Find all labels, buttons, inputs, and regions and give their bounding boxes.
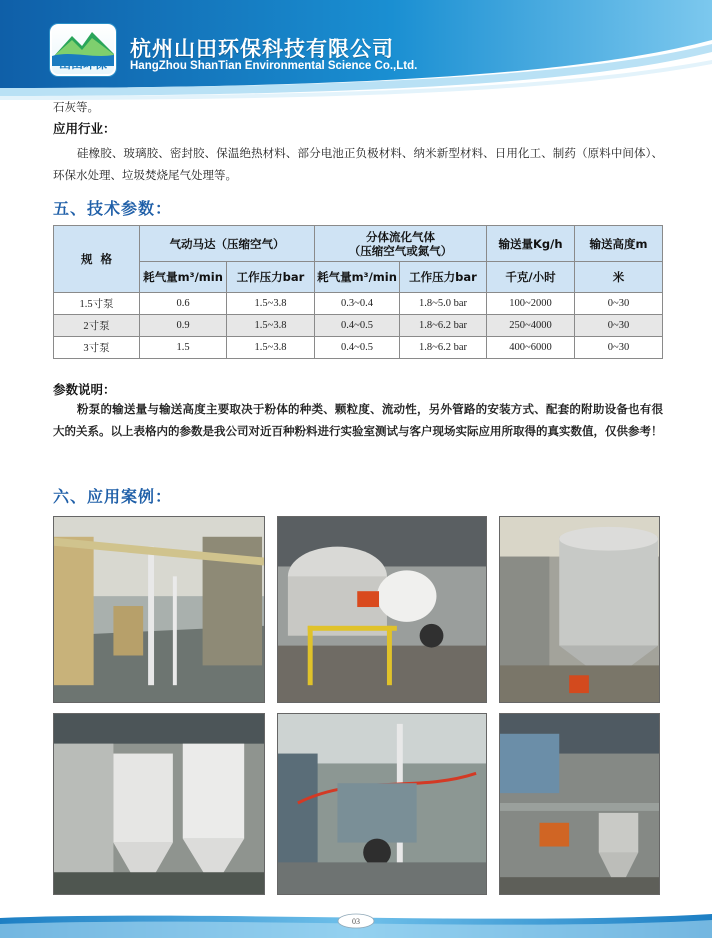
col-capacity: 输送量Kg/h xyxy=(487,226,575,262)
table-cell: 1.5~3.8 xyxy=(227,315,315,337)
table-cell: 0.4~0.5 xyxy=(315,337,400,359)
pump-station-image xyxy=(278,714,486,894)
platform-equipment-image xyxy=(500,714,659,894)
company-logo xyxy=(50,24,116,76)
industry-text: 硅橡胶、玻璃胶、密封胶、保温绝热材料、部分电池正负极材料、纳米新型材料、日用化工、制药（原料中间体）、环保水处理、垃圾焚烧尾气处理等。 xyxy=(53,146,663,182)
col-air-consumption: 耗气量m³/min xyxy=(140,262,227,293)
col-height: 输送高度m xyxy=(575,226,663,262)
factory-interior-image xyxy=(54,517,264,702)
table-cell: 0.6 xyxy=(140,293,227,315)
logo-text: 山田环保 xyxy=(58,57,107,71)
section-title-cases: 六、应用案例： xyxy=(53,487,173,506)
table-cell: 1.5~3.8 xyxy=(227,293,315,315)
table-cell: 2寸泵 xyxy=(54,315,140,337)
case-photo-6 xyxy=(499,713,660,895)
col-work-pressure-2: 工作压力bar xyxy=(400,262,487,293)
storage-silos-image xyxy=(54,714,264,894)
col-fluid-line2: （压缩空气或氮气） xyxy=(348,243,453,258)
table-cell: 0.4~0.5 xyxy=(315,315,400,337)
col-fluid-line1: 分体流化气体 xyxy=(366,229,435,244)
table-cell: 1.5寸泵 xyxy=(54,293,140,315)
col-pneumatic: 气动马达（压缩空气） xyxy=(140,226,315,262)
table-row xyxy=(54,337,663,359)
industry-label: 应用行业： xyxy=(53,121,116,136)
spec-table xyxy=(53,225,663,359)
continued-text: 石灰等。 xyxy=(53,100,99,114)
table-cell: 1.8~6.2 bar xyxy=(400,337,487,359)
table-cell: 400~6000 xyxy=(487,337,575,359)
table-cell: 0.9 xyxy=(140,315,227,337)
col-work-pressure: 工作压力bar xyxy=(227,262,315,293)
table-cell: 0~30 xyxy=(575,315,663,337)
params-label: 参数说明： xyxy=(53,382,116,397)
table-row xyxy=(54,293,663,315)
table-cell: 1.8~6.2 bar xyxy=(400,315,487,337)
pump-tank-image xyxy=(278,517,486,702)
col-height-unit: 米 xyxy=(575,262,663,293)
table-cell: 1.8~5.0 bar xyxy=(400,293,487,315)
page-number: 03 xyxy=(352,917,360,926)
case-photo-2 xyxy=(277,516,487,703)
case-photo-4 xyxy=(53,713,265,895)
table-cell: 0.3~0.4 xyxy=(315,293,400,315)
intro-section xyxy=(53,96,663,186)
table-cell: 100~2000 xyxy=(487,293,575,315)
table-row xyxy=(54,315,663,337)
params-text: 粉泵的输送量与输送高度主要取决于粉体的种类、颗粒度、流动性，另外管路的安装方式、配套的附助设备也有很大的关系。以上表格内的参数是我公司对近百种粉料进行实验室测试与客户现场实际应用所取得的真实数值，仅供参考！ xyxy=(53,402,663,438)
case-photo-3 xyxy=(499,516,660,703)
case-photo-5 xyxy=(277,713,487,895)
company-name-cn: 杭州山田环保科技有限公司 xyxy=(130,37,394,61)
col-fluid xyxy=(315,226,487,262)
case-photo-1 xyxy=(53,516,265,703)
table-cell: 0~30 xyxy=(575,293,663,315)
col-spec: 规 格 xyxy=(54,226,140,293)
col-air-consumption-2: 耗气量m³/min xyxy=(315,262,400,293)
page-header xyxy=(0,0,712,100)
company-name-en: HangZhou ShanTian Environmental Science Co.,Ltd. xyxy=(130,60,418,72)
col-capacity-unit: 千克/小时 xyxy=(487,262,575,293)
section-title-specs: 五、技术参数： xyxy=(53,199,173,218)
table-cell: 250~4000 xyxy=(487,315,575,337)
silo-vessel-image xyxy=(500,517,659,702)
table-cell: 3寸泵 xyxy=(54,337,140,359)
table-cell: 0~30 xyxy=(575,337,663,359)
table-cell: 1.5~3.8 xyxy=(227,337,315,359)
table-cell: 1.5 xyxy=(140,337,227,359)
